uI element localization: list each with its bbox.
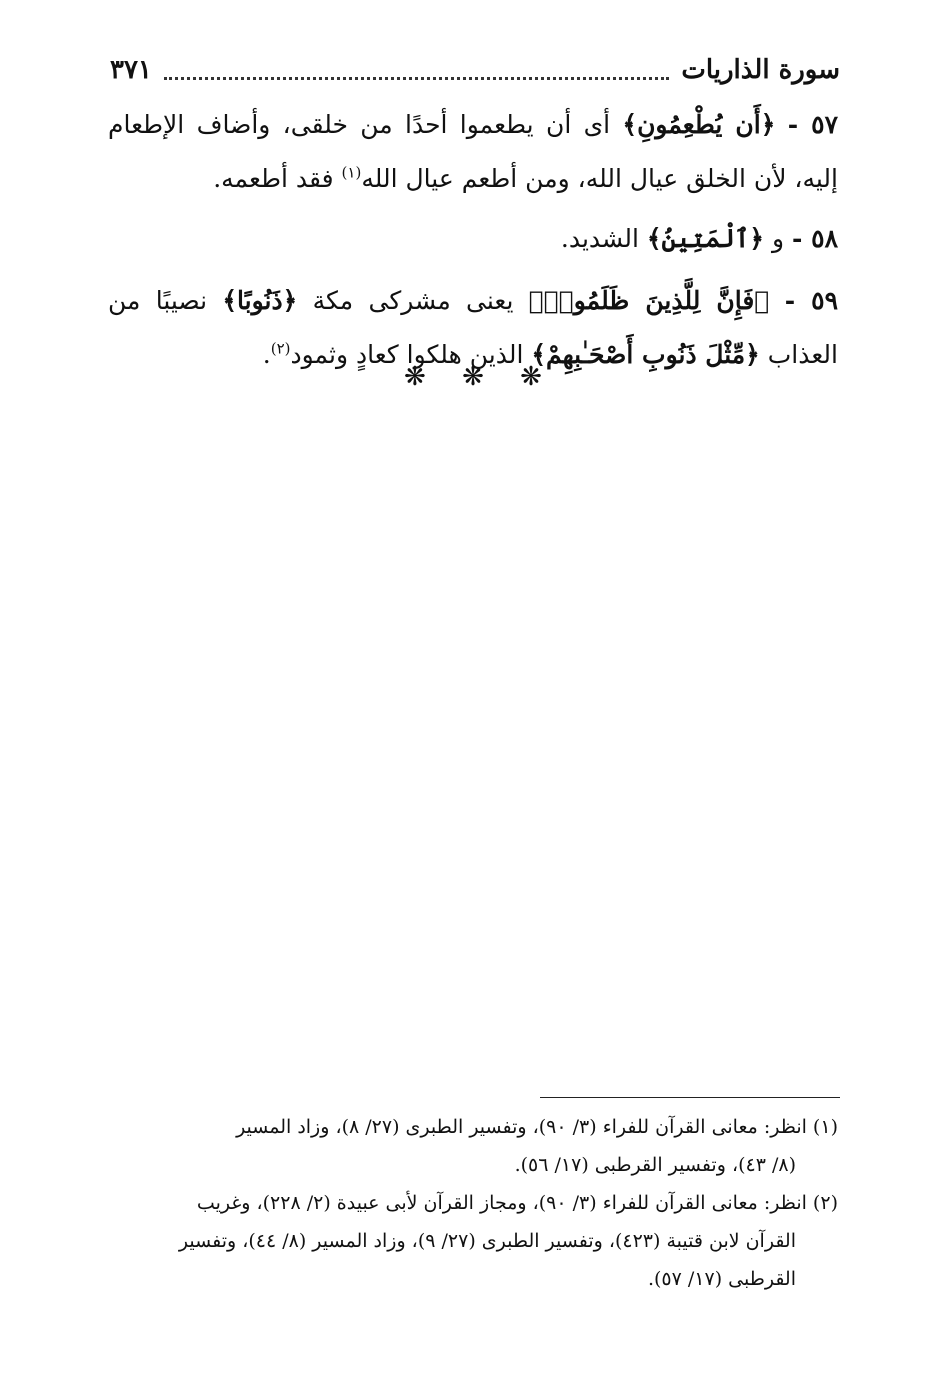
quran-quote: ﴿فَإِنَّ لِلَّذِينَ ظَلَمُوا۟﴾ <box>528 286 770 315</box>
footnote-2 <box>108 1184 838 1298</box>
running-header <box>110 50 840 90</box>
footnote-line: القرطبى (١٧/ ٥٧). <box>647 1268 796 1290</box>
section-separator <box>0 362 946 392</box>
star-ornament-icon: ❋ <box>520 362 542 392</box>
surah-title: سورة الذاريات <box>681 55 840 85</box>
verse-number: ٥٧ - <box>787 110 838 139</box>
conjunction: و <box>772 224 793 253</box>
main-text <box>108 98 838 388</box>
quran-quote: ﴿ٱلْمَتِينُ﴾ <box>646 224 765 253</box>
commentary-text: الذين هلكوا كعادٍ وثمود <box>290 340 532 369</box>
quran-quote: ﴿مِّثْلَ ذَنُوبِ أَصْحَـٰبِهِمْ﴾ <box>531 340 760 369</box>
footnote-line: القرآن لابن قتيبة (٤٢٣)، وتفسير الطبرى (٢٧/ ٩)، وزاد المسير (٨/ ٤٤)، وتفسير <box>178 1230 796 1252</box>
commentary-verse-58 <box>108 212 838 266</box>
quran-quote: ﴿ذَنُوبًا﴾ <box>222 286 298 315</box>
footnote-line: (٨/ ٤٣)، وتفسير القرطبى (١٧/ ٥٦). <box>514 1154 796 1176</box>
quran-quote: ﴿أَن يُطْعِمُونِ﴾ <box>622 110 776 139</box>
footnote-line: (٢) انظر: معانى القرآن للفراء (٣/ ٩٠)، ومجاز القرآن لأبى عبيدة (٢/ ٢٢٨)، وغريب <box>196 1192 838 1214</box>
verse-number: ٥٨ - <box>792 224 838 253</box>
footnote-divider <box>540 1097 840 1098</box>
commentary-text: فقد أطعمه. <box>213 164 342 193</box>
star-ornament-icon: ❋ <box>462 362 484 392</box>
commentary-text: يعنى مشركى مكة <box>297 286 529 315</box>
header-leader-dots <box>164 61 669 80</box>
commentary-text: نصيبًا من العذاب <box>108 286 838 369</box>
footnote-line: (١) انظر: معانى القرآن للفراء (٣/ ٩٠)، وتفسير الطبرى (٢٧/ ٨)، وزاد المسير <box>236 1116 838 1138</box>
commentary-text: أى أن يطعموا أحدًا من خلقى، وأضاف الإطعام إليه، لأن الخلق عيال الله، ومن أطعم عيال الله <box>108 110 838 193</box>
footnote-ref-2[interactable]: (٢) <box>270 339 291 358</box>
commentary-text: الشديد. <box>560 224 647 253</box>
verse-number: ٥٩ - <box>784 286 838 315</box>
commentary-verse-57 <box>108 98 838 206</box>
page-number: ٣٧١ <box>110 55 152 85</box>
footnotes <box>108 1108 838 1298</box>
star-ornament-icon: ❋ <box>404 362 426 392</box>
footnote-1 <box>108 1108 838 1184</box>
footnote-ref-1[interactable]: (١) <box>341 163 362 182</box>
commentary-text: . <box>262 340 271 369</box>
